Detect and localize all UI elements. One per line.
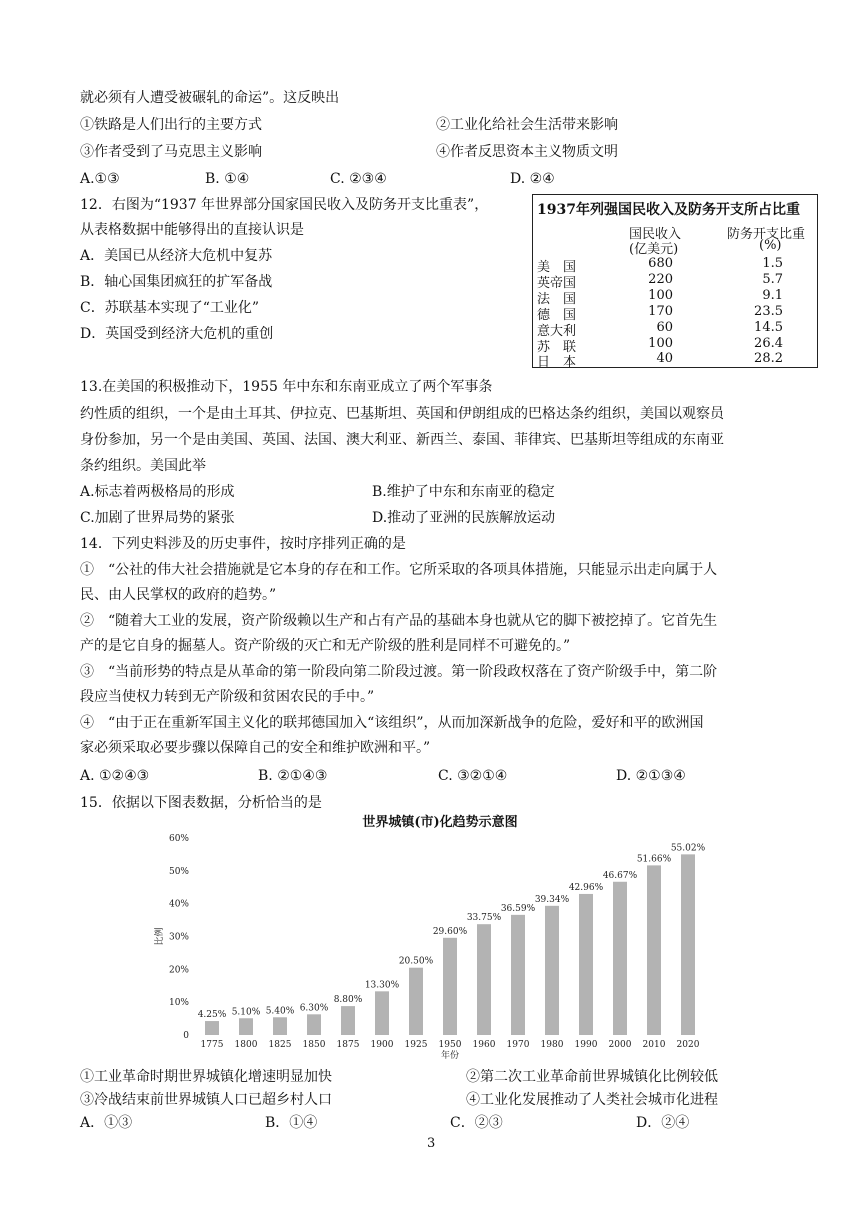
intro-choice-a: A.①③ [80, 171, 120, 187]
data-label: 29.60% [432, 926, 468, 937]
table-row-defense: 26.4 [754, 336, 783, 351]
x-tick-label: 1875 [336, 1040, 360, 1050]
intro-choice-b: B. ①④ [205, 171, 250, 187]
intro-option-3: ③作者受到了马克思主义影响 [80, 144, 262, 160]
x-tick-label: 1800 [234, 1040, 258, 1050]
table-row-defense: 5.7 [762, 272, 783, 287]
x-tick-label: 1775 [200, 1040, 224, 1050]
x-tick-label: 1980 [540, 1040, 564, 1050]
bar-1990 [579, 894, 593, 1035]
q14-source-4a: ④ “由于正在重新军国主义化的联邦德国加入“该组织”，从而加深新战争的危险，爱好和平的欧洲国 [80, 715, 704, 731]
q14-stem: 14．下列史料涉及的历史事件，按时序排列正确的是 [80, 536, 406, 552]
bar-1925 [409, 968, 423, 1035]
bar-2010 [647, 865, 661, 1035]
x-tick-label: 1950 [438, 1040, 462, 1050]
table-row-defense: 9.1 [762, 288, 783, 303]
table-title: 1937年列强国民收入及防务开支所占比重 [537, 202, 800, 218]
table-col-defense-line2: (%) [759, 238, 782, 253]
y-tick-label: 40% [168, 899, 189, 910]
q15-option-4: ④工业化发展推动了人类社会城市化进程 [466, 1092, 718, 1108]
q14-source-3a: ③ “当前形势的特点是从革命的第一阶段向第二阶段过渡。第一阶段政权落在了资产阶级手中，第二阶 [80, 664, 718, 680]
q13-option-a: A.标志着两极格局的形成 [80, 484, 235, 500]
x-tick-label: 1925 [404, 1040, 428, 1050]
bar-1850 [307, 1014, 321, 1035]
x-tick-label: 1850 [302, 1040, 326, 1050]
bar-1875 [341, 1006, 355, 1035]
q14-source-4b: 家必须采取必要步骤以保障自己的安全和维护欧洲和平。” [80, 740, 431, 756]
urbanization-chart [150, 810, 720, 1060]
q12-option-d: D．英国受到经济大危机的重创 [80, 326, 274, 342]
data-label: 46.67% [602, 870, 638, 881]
q13-option-c: C.加剧了世界局势的紧张 [80, 510, 235, 526]
table-row-income: 680 [648, 256, 673, 271]
bar-2000 [613, 882, 627, 1035]
x-tick-label: 1970 [506, 1040, 530, 1050]
table-row-country: 英帝国 [537, 276, 577, 291]
q15-choice-d: D．②④ [636, 1115, 690, 1131]
table-row-country: 美 国 [537, 260, 577, 275]
q15-option-2: ②第二次工业革命前世界城镇化比例较低 [466, 1069, 718, 1085]
bar-1800 [239, 1018, 253, 1035]
bar-1900 [375, 991, 389, 1035]
x-tick-label: 2010 [642, 1040, 666, 1050]
intro-option-4: ④作者反思资本主义物质文明 [436, 144, 618, 160]
x-tick-label: 2020 [676, 1040, 700, 1050]
intro-option-2: ②工业化给社会生活带来影响 [436, 117, 618, 133]
table-row-income: 170 [648, 304, 673, 319]
table-row-defense: 14.5 [754, 320, 783, 335]
data-label: 13.30% [364, 980, 400, 991]
data-label: 33.75% [466, 913, 502, 924]
table-row-income: 220 [648, 272, 673, 287]
chart-title: 世界城镇(市)化趋势示意图 [362, 815, 518, 830]
x-tick-label: 1960 [472, 1040, 496, 1050]
table-row-defense: 23.5 [754, 304, 783, 319]
q14-source-1a: ① “公社的伟大社会措施就是它本身的存在和工作。它所采取的各项具体措施，只能显示出走向属于人 [80, 562, 718, 578]
q13-option-d: D.推动了亚洲的民族解放运动 [372, 510, 556, 526]
q15-stem: 15．依据以下图表数据，分析恰当的是 [80, 795, 322, 811]
table-row-income: 100 [648, 288, 673, 303]
x-tick-label: 2000 [608, 1040, 632, 1050]
q14-source-1b: 民、由人民掌权的政府的趋势。” [80, 587, 277, 603]
table-row-income: 60 [656, 320, 673, 335]
y-tick-label: 50% [168, 866, 189, 877]
q13-stem-1: 13.在美国的积极推动下，1955 年中东和东南亚成立了两个军事条 [80, 379, 493, 395]
intro-option-1: ①铁路是人们出行的主要方式 [80, 117, 262, 133]
table-col-income-line2: (亿美元) [629, 242, 679, 257]
y-tick-label: 60% [168, 834, 189, 844]
table-col-income-line1: 国民收入 [629, 227, 682, 242]
table-row-country: 德 国 [537, 308, 577, 323]
table-row-country: 法 国 [537, 292, 577, 307]
table-row-defense: 1.5 [762, 256, 783, 271]
q13-stem-3: 身份参加，另一个是由美国、英国、法国、澳大利亚、新西兰、泰国、菲律宾、巴基斯坦等组成的东南亚 [80, 432, 724, 448]
intro-choice-c: C. ②③④ [330, 171, 387, 187]
data-label: 20.50% [398, 956, 434, 967]
data-label: 4.25% [197, 1010, 227, 1021]
bar-1775 [205, 1021, 219, 1035]
q14-option-d: D. ②①③④ [616, 768, 686, 784]
q13-stem-4: 条约组织。美国此举 [80, 458, 206, 474]
y-axis-label: 比例 [155, 927, 165, 946]
q13-option-b: B.维护了中东和东南亚的稳定 [372, 484, 555, 500]
urbanization-chart-svg [150, 810, 720, 1060]
q14-source-3b: 段应当使权力转到无产阶级和贫困农民的手中。” [80, 689, 375, 705]
bar-1950 [443, 938, 457, 1035]
q15-choice-c: C．②③ [450, 1115, 503, 1131]
data-label: 8.80% [333, 995, 363, 1006]
bar-1960 [477, 924, 491, 1035]
y-tick-label: 0 [183, 1031, 189, 1041]
q15-option-3: ③冷战结束前世界城镇人口已超乡村人口 [80, 1092, 332, 1108]
data-label: 39.34% [534, 894, 570, 905]
q14-source-2a: ② “随着大工业的发展，资产阶级赖以生产和占有产品的基础本身也就从它的脚下被挖掉了。它首先生 [80, 613, 718, 629]
q12-stem-2: 从表格数据中能够得出的直接认识是 [80, 222, 304, 238]
table-row-defense: 28.2 [754, 351, 783, 366]
y-tick-label: 20% [168, 965, 189, 976]
y-tick-label: 30% [168, 932, 189, 943]
page-number: 3 [427, 1136, 436, 1151]
x-tick-label: 1900 [370, 1040, 394, 1050]
bar-1970 [511, 915, 525, 1035]
x-tick-label: 1825 [268, 1040, 292, 1050]
table-row-country: 日 本 [537, 355, 577, 370]
intro-line: 就必须有人遭受被碾轧的命运”。这反映出 [80, 90, 340, 106]
q15-option-1: ①工业革命时期世界城镇化增速明显加快 [80, 1069, 332, 1085]
q14-option-c: C. ③②①④ [438, 768, 508, 784]
table-row-income: 40 [656, 351, 673, 366]
q15-choice-b: B．①④ [265, 1115, 318, 1131]
table-row-country: 意大利 [537, 324, 577, 339]
bar-2020 [681, 854, 695, 1035]
q12-option-a: A．美国已从经济大危机中复苏 [80, 248, 273, 264]
q15-choice-a: A．①③ [80, 1115, 133, 1131]
data-label: 42.96% [568, 882, 604, 893]
data-label: 5.10% [231, 1007, 261, 1018]
x-tick-label: 1990 [574, 1040, 598, 1050]
q14-option-b: B. ②①④③ [258, 768, 328, 784]
table-col-defense-line1: 防务开支比重 [727, 227, 806, 242]
table-row-income: 100 [648, 336, 673, 351]
income-defense-table [532, 194, 818, 368]
table-row-country: 苏 联 [537, 340, 577, 355]
bar-1825 [273, 1017, 287, 1035]
q12-stem-1: 12．右图为“1937 年世界部分国家国民收入及防务开支比重表”， [80, 197, 489, 213]
bar-1980 [545, 906, 559, 1035]
data-label: 55.02% [670, 843, 706, 854]
x-axis-label: 年份 [440, 1051, 460, 1060]
data-label: 6.30% [299, 1003, 329, 1014]
q12-option-b: B．轴心国集团疯狂的扩军备战 [80, 274, 273, 290]
data-label: 51.66% [636, 854, 672, 865]
q13-stem-2: 约性质的组织，一个是由土耳其、伊拉克、巴基斯坦、英国和伊朗组成的巴格达条约组织，美国以观察员 [80, 406, 724, 422]
q14-option-a: A. ①②④③ [80, 768, 150, 784]
q14-source-2b: 产的是它自身的掘墓人。资产阶级的灭亡和无产阶级的胜利是同样不可避免的。” [80, 638, 571, 654]
data-label: 5.40% [265, 1006, 295, 1017]
intro-choice-d: D. ②④ [510, 171, 555, 187]
q12-option-c: C．苏联基本实现了“工业化” [80, 300, 260, 316]
data-label: 36.59% [500, 903, 536, 914]
y-tick-label: 10% [168, 998, 189, 1009]
